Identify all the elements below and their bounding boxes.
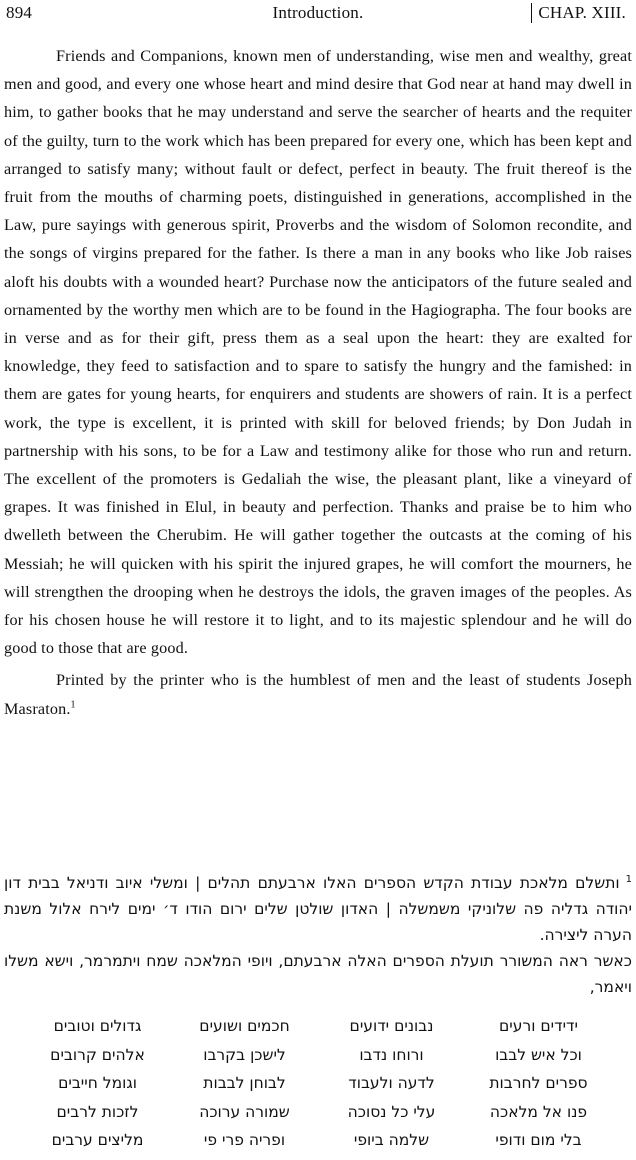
poem-verse: לישכן בקרבו xyxy=(203,1045,286,1064)
paragraph-colophon-text: Friends and Companions, known men of understanding, wise men and wealthy, great men and good, and every one whose heart and mind desire that God near at hand may dwell in him, to gather books that he may understand and serve the searcher of hearts and the requiter of the guilty, turn to the work which has been prepared for every one, which has been kept and arranged to satisfy many; without fault or defect, perfect in beauty. The fruit thereof is the fruit from the mouths of charming poets, distinguished in generations, accomplished in the Law, pure sayings with generous spirit, Proverbs and the wisdom of Solomon recondite, and the songs of virgins prepared for the father. Is there a man in any books who like Job raises aloft his doubts with a wounded heart? Purchase now the anticipators of the future sealed and ornamented by the worthy men which are to be found in the Hagiographa. The four books are in verse and as for their gift, press them as a seal upon the heart: they are exalted for knowledge, they feed to satisfaction and to spare to satisfy the hungry and the famished: in them are gates for young hearts, for enquirers and students are showers of rain. It is a perfect work, the type is excellent, it is printed with skill for beloved friends; by Don Judah in partnership with his sons, to be for a Law and testimony alike for those who run and return. The excellent of the promoters is Gedaliah the wise, the pleasant plant, like a vineyard of grapes. It was finished in Elul, in beauty and perfection. Thanks and praise be to him who dwelleth between the Cherubim. He will gather together the outcasts at the coming of his Messiah; he will quicken with his spirit the injured grapes, he will comfort the mourners, he will strengthen the drooping when he destroys the idols, the graven images of the peoples. As for his chosen house he will restore it to light, and to its majestic splendour and he will do good to those that are good. xyxy=(4,47,632,658)
chapter-label: CHAP. XIII. xyxy=(531,3,626,23)
poem-verse: לזכות לרבים xyxy=(56,1102,139,1121)
hebrew-footnote-text-1: ותשלם מלאכת עבודת הקדש הספרים האלו ארבעתם תהלים | ומשלי איוב ודניאל בבית דון יהודה גדליה פה שלוניקי משמשלה | האדון שולטן שלים ירום הודו ד׳ ימים לירח אלול משנת הערה ליצירה. xyxy=(4,874,632,944)
paragraph-colophon xyxy=(4,42,632,662)
poem-verse: ופריה פרי פי xyxy=(203,1131,286,1149)
poem-verse: נבונים ידועים xyxy=(349,1017,434,1035)
poem-verse: עלי כל נסוכה xyxy=(347,1102,436,1121)
poem-verse: שמורה ערוכה xyxy=(199,1102,290,1121)
poem-verse: וגומל חייבים xyxy=(58,1074,137,1092)
running-title: Introduction. xyxy=(272,3,364,22)
hebrew-footnote-line-1 xyxy=(4,870,632,948)
poem-verse: ספרים לחרבות xyxy=(489,1074,588,1092)
poem-verse: גדולים וטובים xyxy=(53,1017,142,1035)
running-head xyxy=(4,0,632,30)
poem-row xyxy=(24,1012,612,1041)
main-text xyxy=(4,42,632,723)
poem-verse: לבוחן לבבות xyxy=(203,1074,286,1092)
paragraph-printer xyxy=(4,666,632,722)
page-number: 894 xyxy=(6,3,33,22)
paragraph-printer-text: Printed by the printer who is the humblest of men and the least of students Joseph Masraton. xyxy=(4,671,632,718)
poem-verse: אלהים קרובים xyxy=(50,1045,145,1064)
poem-verse: חכמים ושועים xyxy=(199,1017,290,1035)
poem-verse: וכל איש לבבו xyxy=(495,1045,582,1064)
poem-verse: לדעה ולעבוד xyxy=(348,1074,435,1092)
poem-row xyxy=(24,1041,612,1070)
hebrew-poem xyxy=(24,1012,612,1155)
poem-verse: בלי מום ודופי xyxy=(495,1131,582,1149)
hebrew-footnote-line-2 xyxy=(4,948,632,1000)
poem-row xyxy=(24,1069,612,1098)
hebrew-footnote-text-2: כאשר ראה המשורר תועלת הספרים האלה ארבעתם, ויופי המלאכה שמח ויתמרמר, וישא משלו ויאמר, xyxy=(4,952,632,996)
poem-verse: פנו אל מלאכה xyxy=(489,1102,588,1121)
poem-verse: מליצים ערבים xyxy=(51,1131,144,1149)
poem-verse: ידידים ורעים xyxy=(499,1017,578,1035)
footnote-reference: 1 xyxy=(70,699,76,711)
poem-row xyxy=(24,1126,612,1155)
poem-verse: ורוחו נדבו xyxy=(359,1045,424,1064)
hebrew-footnote xyxy=(4,870,632,1000)
footnote-marker: 1 xyxy=(625,873,632,885)
poem-row xyxy=(24,1098,612,1127)
poem-verse: שלמה ביופי xyxy=(353,1131,430,1149)
